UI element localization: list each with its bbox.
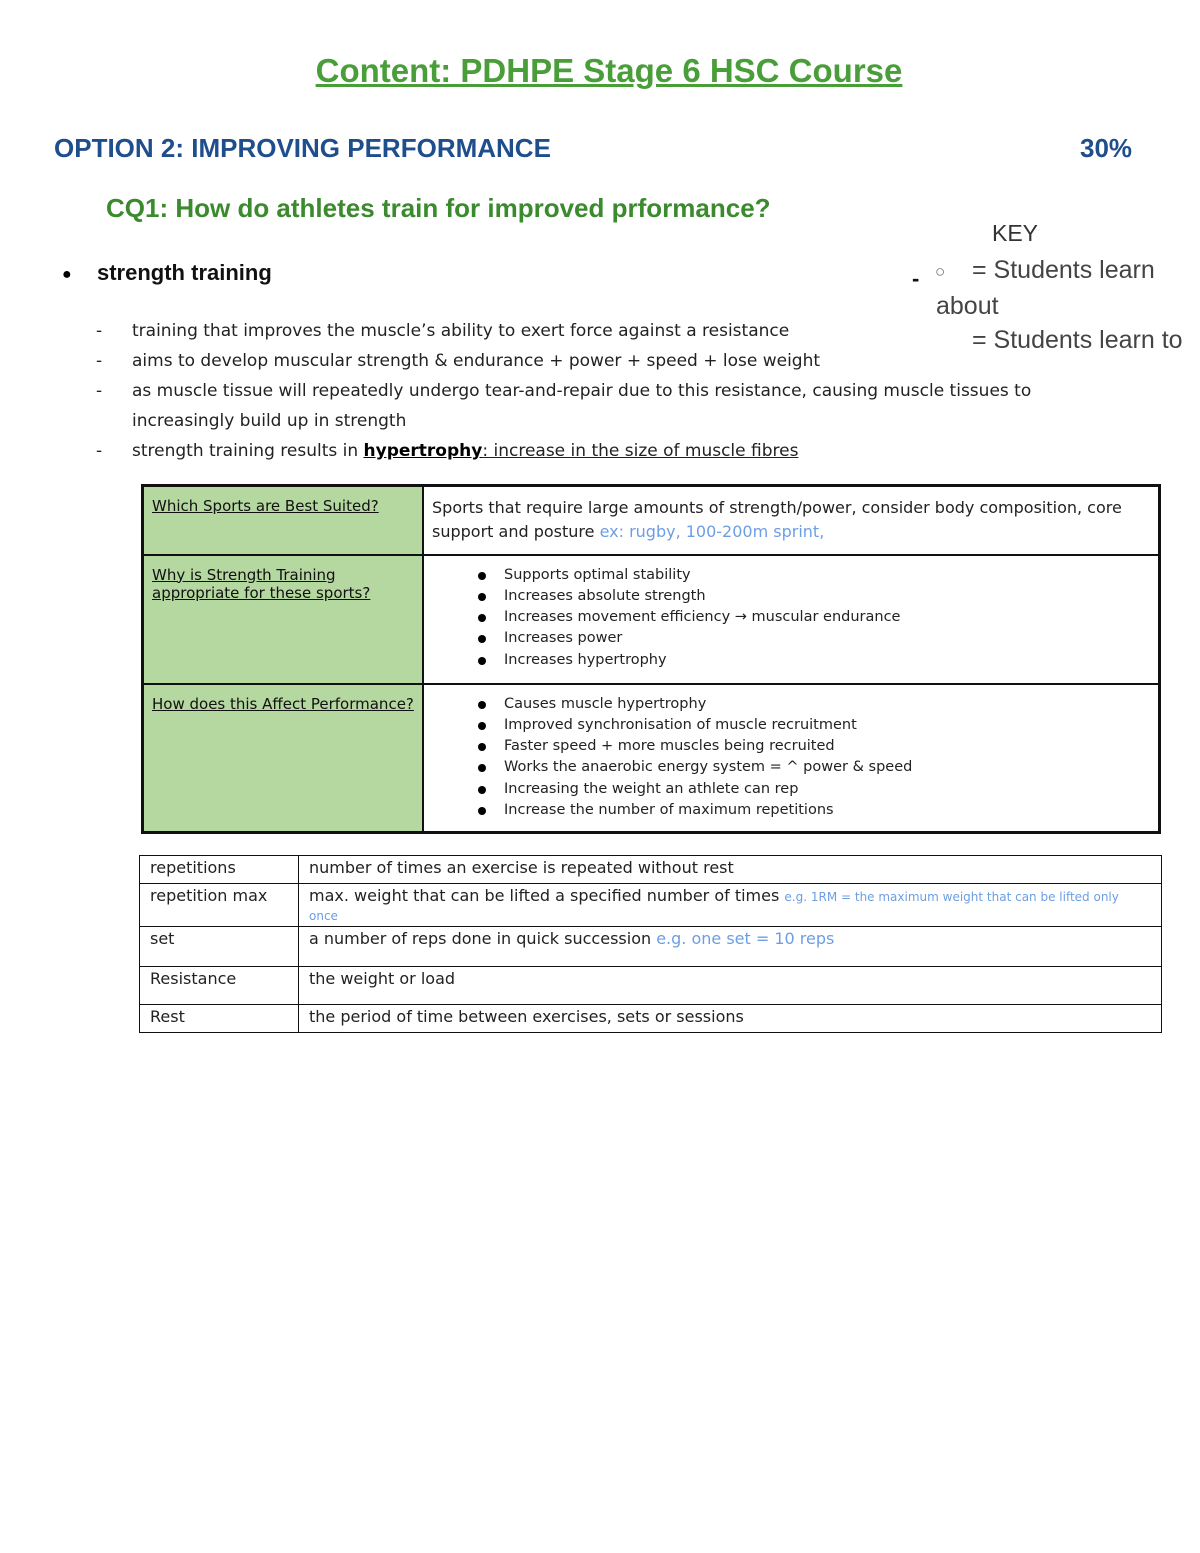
definition-example: e.g. one set = 10 reps <box>656 929 835 948</box>
table-row <box>143 486 1160 555</box>
list-item: Works the anaerobic energy system = ^ power & speed <box>432 757 1150 778</box>
key-item-learn-about: = Students learn <box>972 256 1155 284</box>
note-text: training that improves the muscle’s ability to exert force against a resistance <box>132 321 790 341</box>
definition-text: the weight or load <box>309 969 456 988</box>
note-item <box>96 376 1076 436</box>
glossary-definition <box>299 856 1162 884</box>
row-label-sports: Which Sports are Best Suited? <box>143 486 424 555</box>
option-heading: OPTION 2: IMPROVING PERFORMANCE <box>54 133 551 163</box>
glossary-term: repetition max <box>140 884 299 927</box>
section-heading: strength training <box>97 260 272 285</box>
notes-list <box>96 316 1076 466</box>
glossary-definition <box>299 884 1162 927</box>
dash-marker: - <box>96 321 103 341</box>
glossary-term: repetitions <box>140 856 299 884</box>
dash-marker: - <box>96 351 103 371</box>
definition-text: the period of time between exercises, sets or sessions <box>309 1007 744 1026</box>
critical-question: CQ1: How do athletes train for improved prformance? <box>106 193 771 223</box>
note-item <box>96 346 1076 376</box>
key-circle-marker: ○ <box>935 262 946 281</box>
row-value-why <box>423 555 1160 684</box>
list-item: Increase the number of maximum repetitions <box>432 800 1150 821</box>
row-label-why: Why is Strength Training appropriate for these sports? <box>143 555 424 684</box>
key-dash-marker: - <box>912 266 920 291</box>
key-title: KEY <box>992 220 1039 246</box>
table-row <box>140 856 1162 884</box>
list-item: Faster speed + more muscles being recruited <box>432 736 1150 757</box>
list-item: Increases absolute strength <box>432 586 1150 607</box>
table-row <box>140 967 1162 1005</box>
sports-example: ex: rugby, 100-200m sprint, <box>599 522 825 541</box>
key-item-learn-about-cont: about <box>936 292 999 320</box>
key-item-learn-to: = Students learn to <box>972 326 1183 354</box>
row-label-affect: How does this Affect Performance? <box>143 684 424 833</box>
definition-text: a number of reps done in quick succession <box>309 929 657 948</box>
note-item <box>96 436 1076 466</box>
sports-text: Sports that require large amounts of strength/power, consider body composition, core support and posture <box>432 498 1122 541</box>
list-item: Increasing the weight an athlete can rep <box>432 779 1150 800</box>
table-row <box>140 884 1162 927</box>
list-item: Increases hypertrophy <box>432 650 1150 671</box>
glossary-term: Resistance <box>140 967 299 1005</box>
list-item: Increases movement efficiency → muscular endurance <box>432 607 1150 628</box>
definition-text: max. weight that can be lifted a specified number of times <box>309 886 785 905</box>
glossary-table <box>139 855 1162 1033</box>
note-item <box>96 316 1076 346</box>
hypertrophy-colon: : <box>482 441 489 461</box>
dash-marker: - <box>96 441 103 461</box>
definition-example: e.g. 1RM = the maximum weight that can be lifted only once <box>309 890 1119 923</box>
bullet-icon: ● <box>62 266 72 283</box>
why-list <box>432 565 1150 671</box>
definition-text: number of times an exercise is repeated without rest <box>309 858 734 877</box>
affect-list <box>432 694 1150 822</box>
note-text: aims to develop muscular strength & endurance + power + speed + lose weight <box>132 351 821 371</box>
glossary-definition <box>299 927 1162 967</box>
option-weight: 30% <box>1080 133 1133 163</box>
glossary-definition <box>299 967 1162 1005</box>
page-title: Content: PDHPE Stage 6 HSC Course <box>315 52 903 89</box>
glossary-term: Rest <box>140 1005 299 1033</box>
table-row <box>143 684 1160 833</box>
list-item: Supports optimal stability <box>432 565 1150 586</box>
hypertrophy-definition: increase in the size of muscle fibres <box>488 441 799 461</box>
table-row <box>140 1005 1162 1033</box>
glossary-term: set <box>140 927 299 967</box>
list-item: Increases power <box>432 628 1150 649</box>
table-row <box>143 555 1160 684</box>
hypertrophy-term: hypertrophy <box>363 441 483 461</box>
dash-marker: - <box>96 381 103 401</box>
note-text: as muscle tissue will repeatedly undergo tear-and-repair due to this resistance, causing muscle tissues to increasingly build up in strength <box>132 381 1032 431</box>
glossary-definition <box>299 1005 1162 1033</box>
row-value-affect <box>423 684 1160 833</box>
note-text-prefix: strength training results in <box>132 441 364 461</box>
table-row <box>140 927 1162 967</box>
list-item: Improved synchronisation of muscle recruitment <box>432 715 1150 736</box>
row-value-sports <box>423 486 1160 555</box>
list-item: Causes muscle hypertrophy <box>432 694 1150 715</box>
summary-table <box>141 484 1161 834</box>
